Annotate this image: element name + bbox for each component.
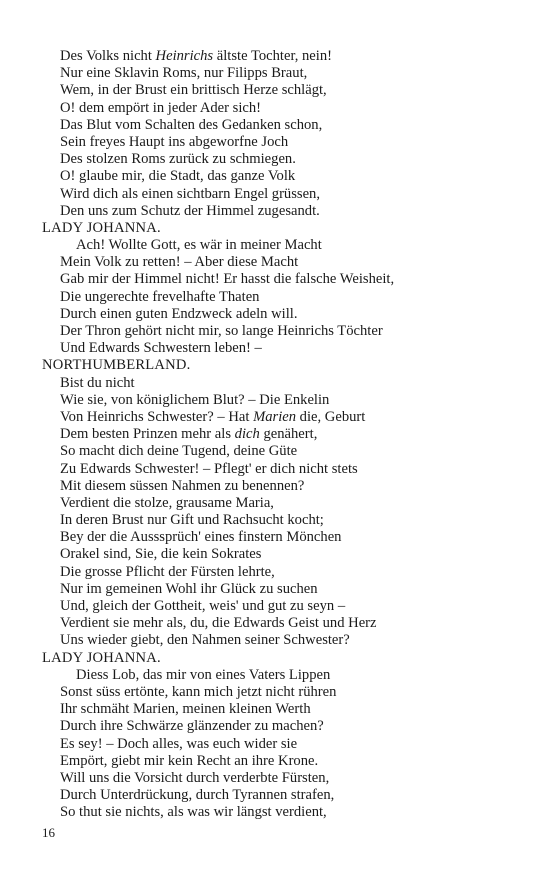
- line-text: LADY JOHANNA.: [42, 219, 161, 236]
- verse-line: [42, 306, 512, 323]
- verse-text-block: [42, 48, 512, 821]
- verse-line: [42, 718, 512, 735]
- line-text: Wie sie, von königlichem Blut? – Die Enkelin: [60, 391, 330, 408]
- line-text: Die grosse Pflicht der Fürsten lehrte,: [60, 563, 275, 580]
- line-text: Durch Unterdrückung, durch Tyrannen strafen,: [60, 787, 335, 804]
- verse-line: [42, 237, 512, 254]
- verse-line: [42, 632, 512, 649]
- line-text: Durch einen guten Endzweck adeln will.: [60, 305, 298, 322]
- verse-line: [42, 82, 512, 99]
- line-text: Wird dich als einen sichtbarn Engel grüssen,: [60, 185, 321, 202]
- line-text: Gab mir der Himmel nicht! Er hasst die falsche Weisheit,: [60, 271, 395, 288]
- verse-line: [42, 100, 512, 117]
- line-text: So macht dich deine Tugend, deine Güte: [60, 443, 298, 460]
- line-text: LADY JOHANNA.: [42, 649, 161, 666]
- line-text: Von Heinrichs Schwester? – Hat: [60, 408, 254, 425]
- verse-line: [42, 701, 512, 718]
- verse-line: [42, 684, 512, 701]
- line-text: Empört, giebt mir kein Recht an ihre Krone.: [60, 752, 319, 769]
- verse-line: [42, 323, 512, 340]
- verse-line: [42, 495, 512, 512]
- line-text: Durch ihre Schwärze glänzender zu machen?: [60, 718, 324, 735]
- verse-line: [42, 512, 512, 529]
- verse-line: [42, 392, 512, 409]
- line-text: Der Thron gehört nicht mir, so lange Heinrichs Töchter: [60, 323, 383, 339]
- line-text: Will uns die Vorsicht durch verderbte Fürsten,: [60, 769, 330, 786]
- verse-line: [42, 598, 512, 615]
- line-text: Das Blut vom Schalten des Gedanken schon,: [60, 116, 323, 133]
- line-text: Bist du nicht: [60, 374, 135, 391]
- line-text: Sonst süss ertönte, kann mich jetzt nicht rühren: [60, 683, 337, 700]
- line-text: Den uns zum Schutz der Himmel zugesandt.: [60, 202, 320, 219]
- line-text: Dem besten Prinzen mehr als: [60, 426, 235, 443]
- verse-line: [42, 186, 512, 203]
- verse-line: [42, 478, 512, 495]
- verse-line: [42, 271, 512, 288]
- line-text: Die ungerechte frevelhafte Thaten: [60, 288, 260, 305]
- line-text: Verdient sie mehr als, du, die Edwards Geist und Herz: [60, 615, 377, 632]
- line-text: Bey der die Ausssprüch' eines finstern Mönchen: [60, 529, 342, 546]
- verse-line: [42, 736, 512, 753]
- verse-line: [42, 581, 512, 598]
- verse-line: [42, 426, 512, 443]
- verse-line: [42, 340, 512, 357]
- verse-line: [42, 203, 512, 220]
- line-text: Zu Edwards Schwester! – Pflegt' er dich nicht stets: [60, 460, 358, 477]
- line-text: Orakel sind, Sie, die kein Sokrates: [60, 546, 262, 563]
- verse-line: [42, 804, 512, 821]
- line-text: Uns wieder giebt, den Nahmen seiner Schwester?: [60, 632, 350, 649]
- line-text: Ihr schmäht Marien, meinen kleinen Werth: [60, 701, 311, 718]
- verse-line: [42, 564, 512, 581]
- verse-line: [42, 168, 512, 185]
- line-text: Nur im gemeinen Wohl ihr Glück zu suchen: [60, 580, 318, 597]
- verse-line: [42, 151, 512, 168]
- verse-line: [42, 65, 512, 82]
- verse-line: [42, 770, 512, 787]
- verse-line: [42, 753, 512, 770]
- emphasized-text: Marien: [253, 408, 297, 425]
- verse-line: [42, 546, 512, 563]
- verse-line: [42, 529, 512, 546]
- verse-line: [42, 787, 512, 804]
- verse-line: [42, 461, 512, 478]
- line-text: In deren Brust nur Gift und Rachsucht kocht;: [60, 512, 324, 529]
- line-text: NORTHUMBERLAND.: [42, 357, 191, 374]
- verse-line: [42, 254, 512, 271]
- line-text: O! glaube mir, die Stadt, das ganze Volk: [60, 168, 296, 185]
- line-text: Mein Volk zu retten! – Aber diese Macht: [60, 254, 299, 271]
- line-text: Diess Lob, das mir von eines Vaters Lippen: [76, 666, 331, 683]
- line-text: O! dem empört in jeder Ader sich!: [60, 99, 262, 116]
- verse-line: [42, 443, 512, 460]
- verse-line: [42, 375, 512, 392]
- speaker-name: [42, 650, 512, 667]
- line-text: Es sey! – Doch alles, was euch wider sie: [60, 735, 298, 752]
- line-text: Ach! Wollte Gott, es wär in meiner Macht: [76, 237, 322, 254]
- line-text: Und Edwards Schwestern leben! –: [60, 340, 262, 357]
- line-text: genähert,: [259, 426, 318, 443]
- verse-line: [42, 409, 512, 426]
- verse-line: [42, 289, 512, 306]
- line-text: Sein freyes Haupt ins abgeworfne Joch: [60, 133, 289, 150]
- line-text: Verdient die stolze, grausame Maria,: [60, 494, 274, 511]
- line-text: Nur eine Sklavin Roms, nur Filipps Braut,: [60, 65, 308, 82]
- speaker-name: [42, 357, 512, 374]
- line-text: die, Geburt: [296, 408, 366, 425]
- line-text: Des Volks nicht: [60, 48, 156, 64]
- verse-line: [42, 48, 512, 65]
- emphasized-text: dich: [234, 426, 260, 443]
- verse-line: [42, 134, 512, 151]
- verse-line: [42, 667, 512, 684]
- line-text: ältste Tochter, nein!: [213, 48, 332, 64]
- speaker-name: [42, 220, 512, 237]
- line-text: Des stolzen Roms zurück zu schmiegen.: [60, 151, 296, 168]
- page-number: 16: [42, 825, 55, 840]
- verse-line: [42, 615, 512, 632]
- line-text: Wem, in der Brust ein brittisch Herze schlägt,: [60, 82, 327, 99]
- verse-line: [42, 117, 512, 134]
- line-text: Und, gleich der Gottheit, weis' und gut zu seyn –: [60, 598, 346, 614]
- line-text: So thut sie nichts, als was wir längst verdient,: [60, 804, 327, 821]
- line-text: Mit diesem süssen Nahmen zu benennen?: [60, 477, 305, 494]
- emphasized-text: Heinrichs: [155, 48, 214, 64]
